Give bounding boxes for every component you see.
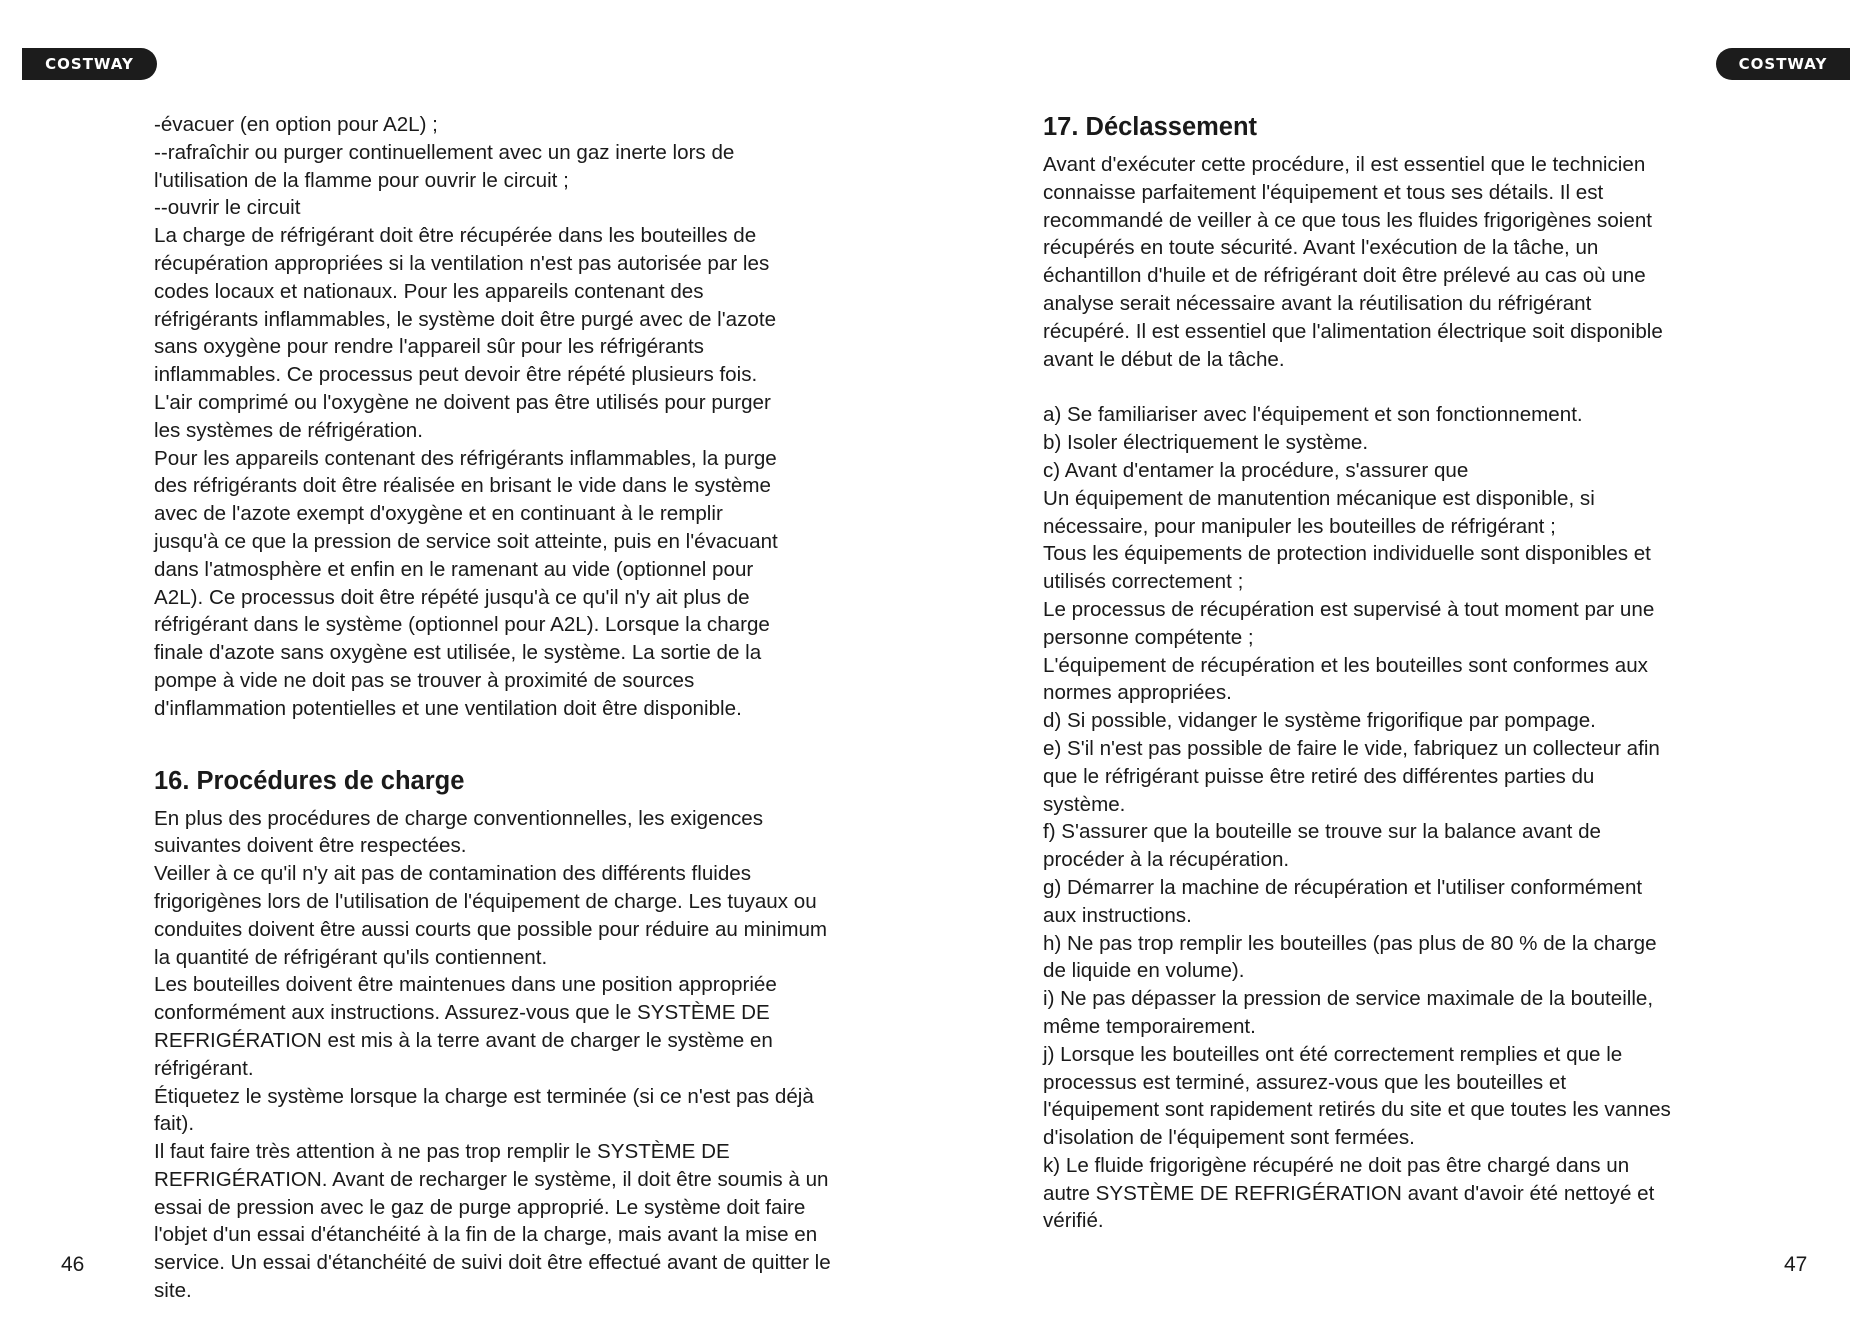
text-line: A2L). Ce processus doit être répété jusqu'à ce qu'il n'y ait plus de <box>154 585 750 609</box>
text-line: réfrigérant. <box>154 1056 254 1080</box>
text-line: suivantes doivent être respectées. <box>154 834 467 858</box>
text-line: finale d'azote sans oxygène est utilisée, le système. La sortie de la <box>154 641 762 665</box>
text-line: avant le début de la tâche. <box>1043 347 1285 371</box>
text-line: fait). <box>154 1112 195 1136</box>
text-line: REFRIGÉRATION est mis à la terre avant de charger le système en <box>154 1028 773 1052</box>
text-line: pompe à vide ne doit pas se trouver à proximité de sources <box>154 668 695 692</box>
text-line: REFRIGÉRATION. Avant de recharger le système, il doit être soumis à un <box>154 1167 829 1191</box>
text-line: frigorigènes lors de l'utilisation de l'équipement de charge. Les tuyaux ou <box>154 889 817 913</box>
step-line: g) Démarrer la machine de récupération et l'utiliser conformément <box>1043 875 1643 899</box>
text-line: récupéré. Il est essentiel que l'alimentation électrique soit disponible <box>1043 319 1663 343</box>
step-line: autre SYSTÈME DE REFRIGÉRATION avant d'avoir été nettoyé et <box>1043 1181 1655 1205</box>
step-line: utilisés correctement ; <box>1043 570 1244 594</box>
text-line: analyse serait nécessaire avant la réutilisation du réfrigérant <box>1043 291 1592 315</box>
step-line: L'équipement de récupération et les bouteilles sont conformes aux <box>1043 653 1648 677</box>
step-line: d'isolation de l'équipement sont fermées. <box>1043 1126 1415 1150</box>
step-line: Tous les équipements de protection individuelle sont disponibles et <box>1043 542 1651 566</box>
section-16-heading: 16. Procédures de charge <box>154 766 465 795</box>
text-line: essai de pression avec le gaz de purge approprié. Le système doit faire <box>154 1195 806 1219</box>
text-line: --ouvrir le circuit <box>154 196 301 220</box>
step-line: e) S'il n'est pas possible de faire le vide, fabriquez un collecteur afin <box>1043 736 1660 760</box>
step-line: l'équipement sont rapidement retirés du site et que toutes les vannes <box>1043 1098 1671 1122</box>
step-line: Un équipement de manutention mécanique est disponible, si <box>1043 486 1595 510</box>
step-line: procéder à la récupération. <box>1043 848 1290 872</box>
text-line: connaisse parfaitement l'équipement et tous ses détails. Il est <box>1043 180 1604 204</box>
text-line: Veiller à ce qu'il n'y ait pas de contamination des différents fluides <box>154 862 752 886</box>
text-line: réfrigérants inflammables, le système doit être purgé avec de l'azote <box>154 307 777 331</box>
step-line: b) Isoler électriquement le système. <box>1043 431 1369 455</box>
text-line: les systèmes de réfrigération. <box>154 418 423 442</box>
step-line: c) Avant d'entamer la procédure, s'assurer que <box>1043 458 1469 482</box>
text-line: Pour les appareils contenant des réfrigérants inflammables, la purge <box>154 446 777 470</box>
step-line: a) Se familiariser avec l'équipement et son fonctionnement. <box>1043 403 1583 427</box>
text-line: --rafraîchir ou purger continuellement avec un gaz inerte lors de <box>154 140 735 164</box>
text-line: recommandé de veiller à ce que tous les fluides frigorigènes soient <box>1043 208 1652 232</box>
section-17-intro <box>1043 151 1733 373</box>
step-line: système. <box>1043 792 1126 816</box>
text-line: échantillon d'huile et de réfrigérant doit être prélevé au cas où une <box>1043 264 1646 288</box>
step-line: de liquide en volume). <box>1043 959 1245 983</box>
step-line: h) Ne pas trop remplir les bouteilles (pas plus de 80 % de la charge <box>1043 931 1657 955</box>
brand-logo-right: COSTWAY <box>1716 48 1850 80</box>
text-line: conduites doivent être aussi courts que possible pour réduire au minimum <box>154 917 828 941</box>
text-line: des réfrigérants doit être réalisée en brisant le vide dans le système <box>154 474 771 498</box>
step-line: personne compétente ; <box>1043 625 1254 649</box>
text-line: conformément aux instructions. Assurez-vous que le SYSTÈME DE <box>154 1001 770 1025</box>
text-line: -évacuer (en option pour A2L) ; <box>154 113 438 136</box>
text-line: Il faut faire très attention à ne pas trop remplir le SYSTÈME DE <box>154 1140 730 1164</box>
text-line: l'utilisation de la flamme pour ouvrir le circuit ; <box>154 168 569 192</box>
text-line: La charge de réfrigérant doit être récupérée dans les bouteilles de <box>154 224 757 248</box>
step-line: Le processus de récupération est supervisé à tout moment par une <box>1043 597 1655 621</box>
text-line: inflammables. Ce processus peut devoir être répété plusieurs fois. <box>154 363 758 387</box>
text-line: l'objet d'un essai d'étanchéité à la fin de la charge, mais avant la mise en <box>154 1223 818 1247</box>
left-page-column <box>154 111 854 1305</box>
text-line: Avant d'exécuter cette procédure, il est essentiel que le technicien <box>1043 153 1646 176</box>
step-line: que le réfrigérant puisse être retiré des différentes parties du <box>1043 764 1595 788</box>
section-17-heading: 17. Déclassement <box>1043 113 1258 141</box>
page-number-right: 47 <box>1784 1253 1808 1276</box>
text-line: En plus des procédures de charge conventionnelles, les exigences <box>154 806 764 830</box>
text-line: dans l'atmosphère et enfin en le ramenant au vide (optionnel pour <box>154 557 754 581</box>
text-line: avec de l'azote exempt d'oxygène et en continuant à le remplir <box>154 502 723 526</box>
right-page-column <box>1043 111 1733 1235</box>
section-17-steps <box>1043 401 1733 1235</box>
step-line: vérifié. <box>1043 1209 1104 1233</box>
text-line: récupérés en toute sécurité. Avant l'exécution de la tâche, un <box>1043 236 1599 260</box>
text-line: site. <box>154 1279 192 1303</box>
text-line: d'inflammation potentielles et une ventilation doit être disponible. <box>154 696 742 720</box>
text-line: Les bouteilles doivent être maintenues dans une position appropriée <box>154 973 777 997</box>
step-line: j) Lorsque les bouteilles ont été correctement remplies et que le <box>1043 1042 1623 1066</box>
text-line: L'air comprimé ou l'oxygène ne doivent pas être utilisés pour purger <box>154 390 771 414</box>
step-line: processus est terminé, assurez-vous que les bouteilles et <box>1043 1070 1567 1094</box>
step-line: même temporairement. <box>1043 1014 1256 1038</box>
step-line: d) Si possible, vidanger le système frigorifique par pompage. <box>1043 709 1596 733</box>
text-line: jusqu'à ce que la pression de service soit atteinte, puis en l'évacuant <box>154 529 778 553</box>
text-line: récupération appropriées si la ventilation n'est pas autorisée par les <box>154 251 770 275</box>
page-number-left: 46 <box>61 1253 85 1276</box>
text-line: réfrigérant dans le système (optionnel pour A2L). Lorsque la charge <box>154 613 770 637</box>
text-line: service. Un essai d'étanchéité de suivi doit être effectué avant de quitter le <box>154 1251 831 1275</box>
step-line: nécessaire, pour manipuler les bouteilles de réfrigérant ; <box>1043 514 1556 538</box>
text-line: Étiquetez le système lorsque la charge est terminée (si ce n'est pas déjà <box>154 1084 814 1108</box>
brand-logo-left: COSTWAY <box>22 48 157 80</box>
text-line: sans oxygène pour rendre l'appareil sûr pour les réfrigérants <box>154 335 704 359</box>
step-line: normes appropriées. <box>1043 681 1232 705</box>
continuation-text <box>154 111 854 723</box>
text-line: codes locaux et nationaux. Pour les appareils contenant des <box>154 279 704 303</box>
step-line: i) Ne pas dépasser la pression de service maximale de la bouteille, <box>1043 987 1654 1011</box>
text-line: la quantité de réfrigérant qu'ils contiennent. <box>154 945 548 969</box>
step-line: f) S'assurer que la bouteille se trouve sur la balance avant de <box>1043 820 1602 844</box>
step-line: k) Le fluide frigorigène récupéré ne doit pas être chargé dans un <box>1043 1153 1630 1177</box>
step-line: aux instructions. <box>1043 903 1192 927</box>
section-16-body <box>154 805 854 1305</box>
